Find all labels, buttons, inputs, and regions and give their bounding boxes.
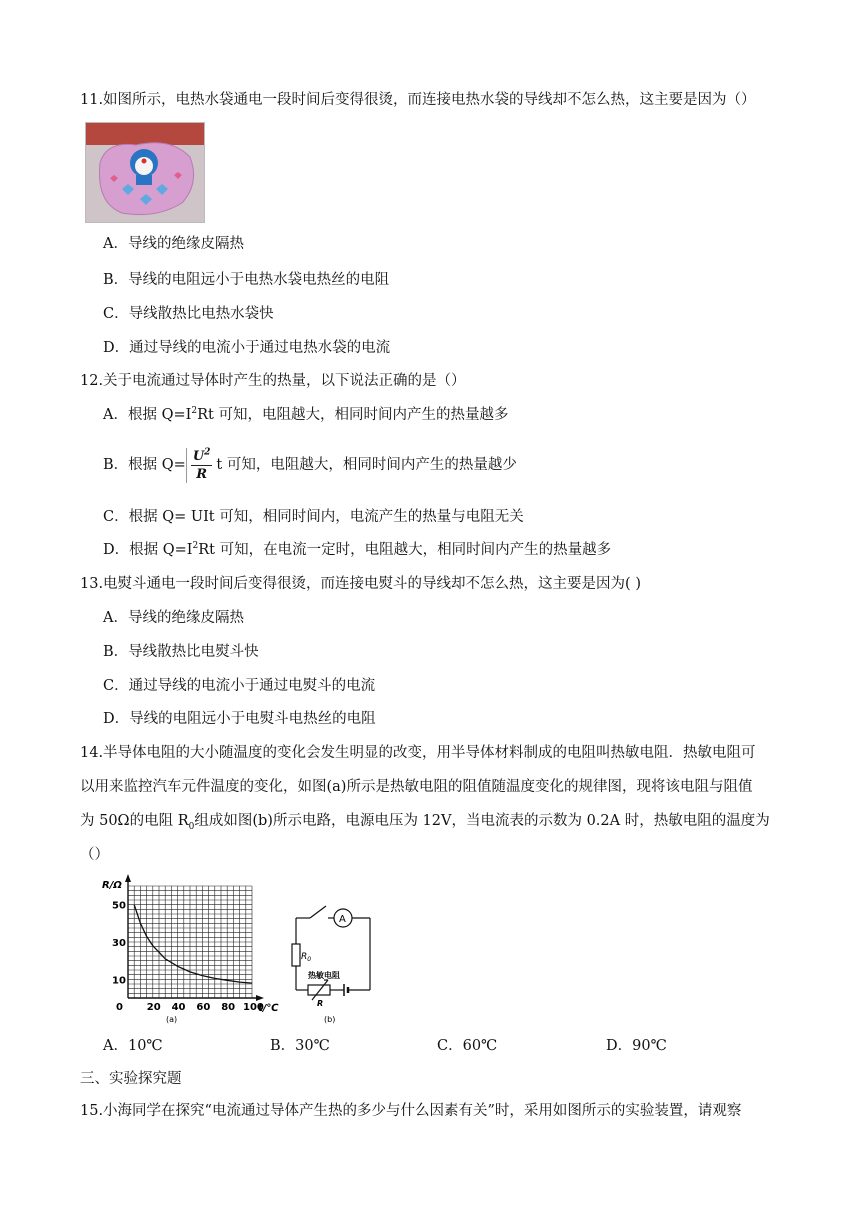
y-tick-label: 30 <box>112 938 126 949</box>
q12-option-c: C．根据 Q= UIt 可知，相同时间内，电流产生的热量与电阻无关 <box>103 509 524 525</box>
electric-hot-water-bag-photo <box>85 122 205 223</box>
q11-option-b: B．导线的电阻远小于电热水袋电热丝的电阻 <box>103 272 390 288</box>
q14-choice-c: C．60℃ <box>437 1038 498 1054</box>
resistor-r0 <box>292 944 300 966</box>
q12-option-b: B．根据 Q= $\frac{U^2}{R}$ t 可知，电阻越大，相同时间内产生的热量越少 <box>103 447 517 482</box>
x-tick-label: 0 <box>116 1002 123 1013</box>
y-tick-labels <box>112 901 126 987</box>
q12-option-a: A．根据 $Q=I^2Rt$ 可知，电阻越大，相同时间内产生的热量越多 <box>103 406 509 423</box>
q13-option-b: B．导线散热比电熨斗快 <box>103 644 259 660</box>
x-tick-label: 80 <box>221 1002 236 1013</box>
q14-choice-d: D．90℃ <box>606 1038 667 1054</box>
x-tick-label: 20 <box>146 1002 161 1013</box>
q14-line-3: 为 50Ω的电阻 $R_0$组成如图(b)所示电路，电源电压为 12V，当电流表的示数为 0.2A 时，热敏电阻的温度为 <box>80 813 770 832</box>
x-tick-label: 100 <box>243 1002 264 1013</box>
q12-option-d: D．根据 $Q=I^2Rt$ 可知，在电流一定时，电阻越大，相同时间内产生的热量越多 <box>103 541 612 558</box>
q14-line-4: （） <box>80 847 109 863</box>
switch-blade <box>310 906 326 918</box>
resistance-temperature-chart <box>96 870 286 1028</box>
r0-label: $R_0$ <box>301 952 312 963</box>
q14-line-1: 14.半导体电阻的大小随温度的变化会发生明显的改变，用半导体材料制成的电阻叫热敏电阻．热敏电阻可 <box>80 745 756 761</box>
q12-stem: 12.关于电流通过导体时产生的热量，以下说法正确的是（） <box>80 373 466 389</box>
q14-choice-a: A．10℃ <box>103 1038 163 1054</box>
y-axis-label: R/Ω <box>102 880 122 891</box>
q15-line-1: 15.小海同学在探究“电流通过导体产生热的多少与什么因素有关”时，采用如图所示的实验装置，请观察 <box>80 1103 742 1119</box>
ammeter-label: A <box>339 914 346 925</box>
q14-choice-b: B．30℃ <box>270 1038 330 1054</box>
thermistor-slash <box>312 980 328 1000</box>
y-axis-arrow <box>125 874 131 882</box>
resistance-curve <box>134 905 252 983</box>
x-tick-label: 60 <box>196 1002 211 1013</box>
q13-option-d: D．导线的电阻远小于电熨斗电热丝的电阻 <box>103 711 376 727</box>
section-title: 三、实验探究题 <box>80 1071 182 1087</box>
q11-stem: 11.如图所示，电热水袋通电一段时间后变得很烫，而连接电热水袋的导线却不怎么热，这主要是因为（） <box>80 92 756 108</box>
thermistor-r-label: R <box>317 999 324 1008</box>
y-tick-label: 10 <box>112 975 126 987</box>
thermistor-label: 热敏电阻 <box>308 971 340 980</box>
q13-stem: 13.电熨斗通电一段时间后变得很烫，而连接电熨斗的导线却不怎么热，这主要是因为( ) <box>80 576 641 592</box>
x-tick-labels <box>116 1002 264 1013</box>
x-axis-arrow <box>256 995 264 1001</box>
y-tick-label: 50 <box>112 900 126 912</box>
chart-caption: (a) <box>166 1015 178 1024</box>
q11-option-a: A．导线的绝缘皮隔热 <box>103 236 244 252</box>
thermistor <box>308 985 330 995</box>
q11-option-c: C．导线散热比电热水袋快 <box>103 306 274 322</box>
circuit-caption: (b) <box>324 1015 336 1024</box>
q13-option-c: C．通过导线的电流小于通过电熨斗的电流 <box>103 678 376 694</box>
q13-option-a: A．导线的绝缘皮隔热 <box>103 610 244 626</box>
circuit-diagram <box>282 874 382 1026</box>
x-tick-label: 40 <box>171 1002 186 1013</box>
q11-option-d: D．通过导线的电流小于通过电热水袋的电流 <box>103 340 391 356</box>
x-axis-label: t/℃ <box>258 1003 279 1014</box>
q12-formula-fraction: $\frac{U^2}{R}$ <box>186 448 217 483</box>
q14-line-2: 以用来监控汽车元件温度的变化，如图(a)所示是热敏电阻的阻值随温度变化的规律图，现将该电阻与阻值 <box>80 779 753 795</box>
